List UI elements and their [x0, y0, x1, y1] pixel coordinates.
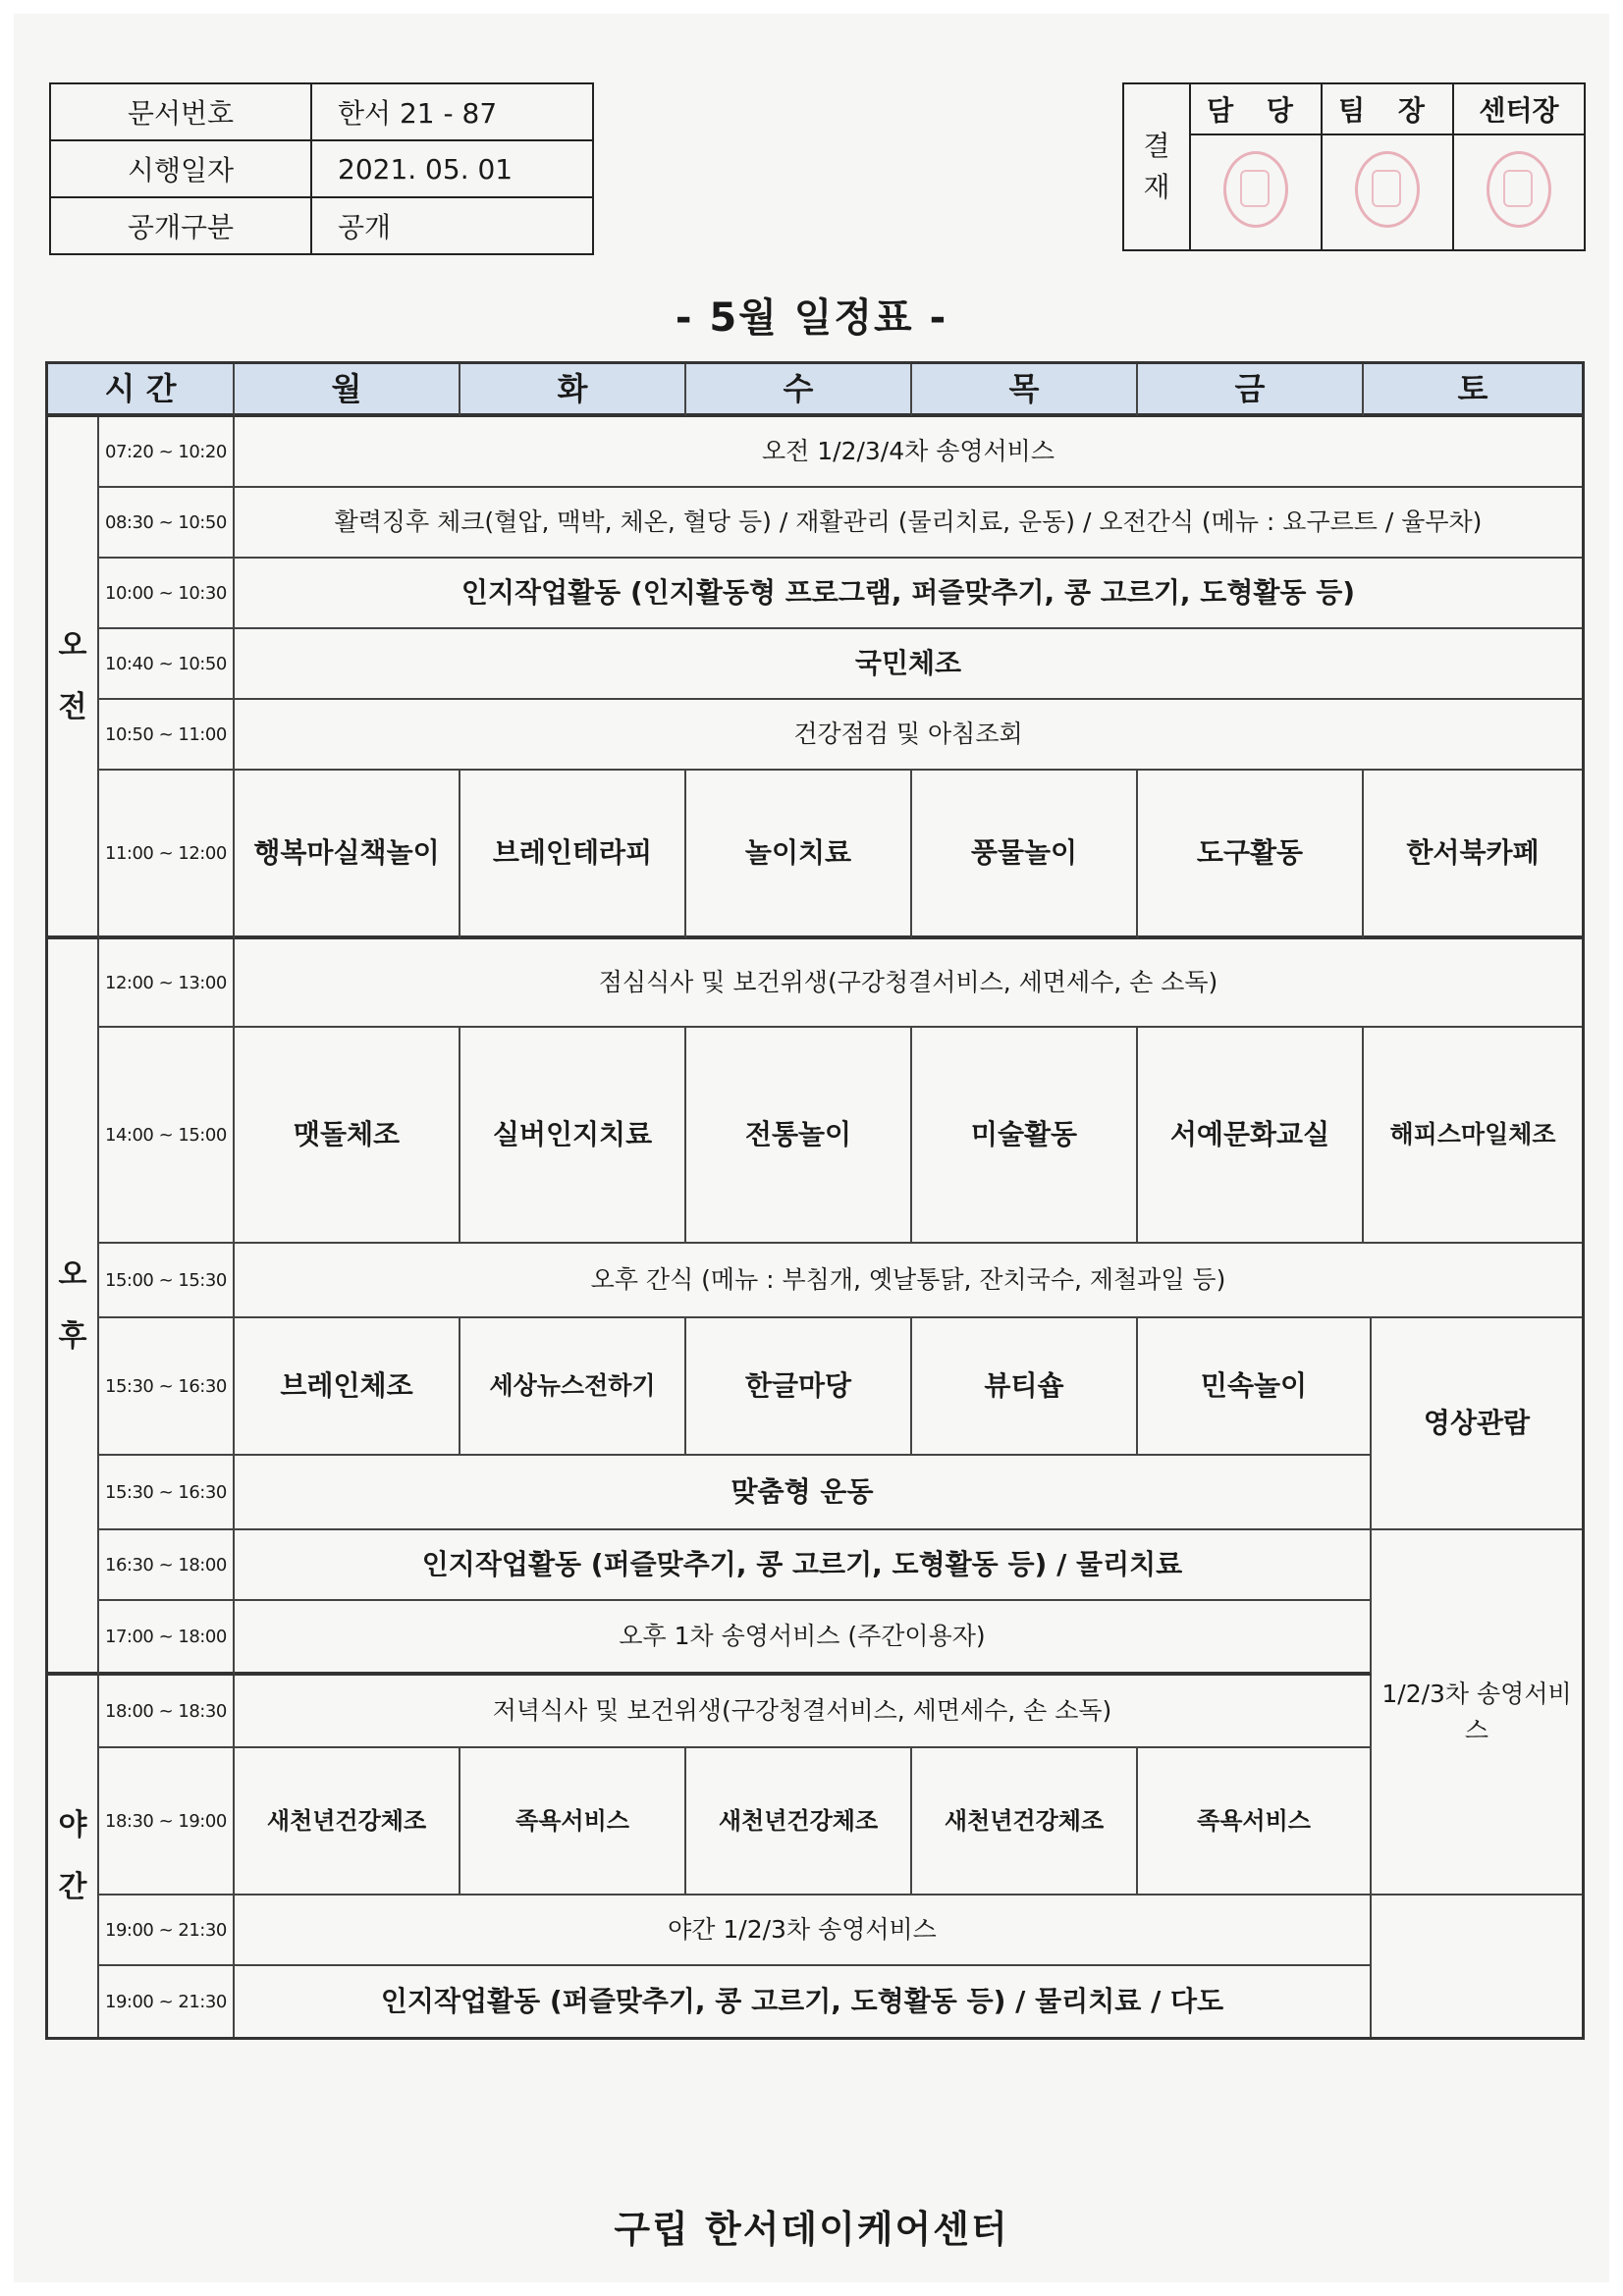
activity-row: 국민체조: [235, 629, 1582, 700]
activity-row: 인지작업활동 (퍼즐맞추기, 콩 고르기, 도형활동 등) / 물리치료: [235, 1530, 1372, 1601]
approval-role-team-leader: 팀 장: [1322, 83, 1453, 134]
time-slot: 18:00 ~ 18:30: [99, 1676, 235, 1748]
disclosure-label: 공개구분: [50, 197, 311, 254]
header-day-sat: 토: [1364, 364, 1582, 417]
activity-cell-thu: 뷰티숍: [912, 1318, 1138, 1456]
activity-row: 오후 간식 (메뉴 : 부침개, 옛날통닭, 잔치국수, 제철과일 등): [235, 1244, 1582, 1318]
document-info-table: [49, 82, 594, 255]
activity-row: 점심식사 및 보건위생(구강청결서비스, 세면세수, 손 소독): [235, 939, 1582, 1028]
issue-date-value: 2021. 05. 01: [311, 140, 593, 197]
saturday-empty-cell: [1372, 1896, 1582, 2037]
period-morning: 오 전: [48, 417, 99, 939]
header-day-tue: 화: [460, 364, 686, 417]
doc-number-label: 문서번호: [50, 83, 311, 140]
approval-label: 결 재: [1123, 83, 1190, 250]
time-slot: 07:20 ~ 10:20: [99, 417, 235, 488]
activity-cell-fri: 족욕서비스: [1138, 1748, 1372, 1896]
activity-cell-mon: 맷돌체조: [235, 1028, 460, 1244]
activity-row: 야간 1/2/3차 송영서비스: [235, 1896, 1372, 1966]
period-night: 야 간: [48, 1676, 99, 2037]
center-name-footer: 구립 한서데이케어센터: [614, 2208, 1009, 2251]
signature-stamp-team-leader: [1322, 134, 1453, 250]
header-day-fri: 금: [1138, 364, 1364, 417]
time-slot: 19:00 ~ 21:30: [99, 1966, 235, 2037]
approval-role-director: 센터장: [1453, 83, 1585, 134]
activity-cell-fri: 서예문화교실: [1138, 1028, 1364, 1244]
stamp-icon: [1355, 151, 1420, 228]
time-slot: 16:30 ~ 18:00: [99, 1530, 235, 1601]
activity-cell-thu: 미술활동: [912, 1028, 1138, 1244]
approval-box: [1122, 82, 1586, 251]
activity-row: 인지작업활동 (인지활동형 프로그램, 퍼즐맞추기, 콩 고르기, 도형활동 등): [235, 559, 1582, 629]
activity-cell-wed: 전통놀이: [686, 1028, 912, 1244]
activity-row: 맞춤형 운동: [235, 1456, 1372, 1530]
time-slot: 10:00 ~ 10:30: [99, 559, 235, 629]
activity-cell-wed: 놀이치료: [686, 771, 912, 939]
time-slot: 15:30 ~ 16:30: [99, 1318, 235, 1456]
period-afternoon: 오 후: [48, 939, 99, 1676]
time-slot: 15:00 ~ 15:30: [99, 1244, 235, 1318]
time-slot: 14:00 ~ 15:00: [99, 1028, 235, 1244]
disclosure-value: 공개: [311, 197, 593, 254]
header-day-thu: 목: [912, 364, 1138, 417]
activity-row: 건강점검 및 아침조회: [235, 700, 1582, 771]
activity-row: 인지작업활동 (퍼즐맞추기, 콩 고르기, 도형활동 등) / 물리치료 / 다도: [235, 1966, 1372, 2037]
activity-cell-sat: 한서북카페: [1364, 771, 1582, 939]
saturday-shuttle-service: 1/2/3차 송영서비스: [1372, 1530, 1582, 1896]
activity-cell-fri: 도구활동: [1138, 771, 1364, 939]
header-time: 시 간: [48, 364, 235, 417]
time-slot: 11:00 ~ 12:00: [99, 771, 235, 939]
activity-cell-fri: 민속놀이: [1138, 1318, 1372, 1456]
activity-cell-tue: 족욕서비스: [460, 1748, 686, 1896]
time-slot: 18:30 ~ 19:00: [99, 1748, 235, 1896]
activity-cell-thu: 풍물놀이: [912, 771, 1138, 939]
activity-row: 활력징후 체크(혈압, 맥박, 체온, 혈당 등) / 재활관리 (물리치료, 운동) / 오전간식 (메뉴 : 요구르트 / 율무차): [235, 488, 1582, 559]
activity-cell-mon: 행복마실책놀이: [235, 771, 460, 939]
activity-row: 저녁식사 및 보건위생(구강청결서비스, 세면세수, 손 소독): [235, 1676, 1372, 1748]
stamp-icon: [1223, 151, 1288, 228]
activity-cell-tue: 세상뉴스전하기: [460, 1318, 686, 1456]
time-slot: 10:40 ~ 10:50: [99, 629, 235, 700]
time-slot: 08:30 ~ 10:50: [99, 488, 235, 559]
schedule-grid: [45, 361, 1585, 2040]
activity-cell-wed: 새천년건강체조: [686, 1748, 912, 1896]
issue-date-label: 시행일자: [50, 140, 311, 197]
time-slot: 19:00 ~ 21:30: [99, 1896, 235, 1966]
page-title: - 5월 일정표 -: [675, 295, 948, 341]
time-slot: 12:00 ~ 13:00: [99, 939, 235, 1028]
stamp-icon: [1487, 151, 1551, 228]
time-slot: 15:30 ~ 16:30: [99, 1456, 235, 1530]
saturday-video-viewing: 영상관람: [1372, 1318, 1582, 1530]
activity-cell-mon: 새천년건강체조: [235, 1748, 460, 1896]
activity-row: 오후 1차 송영서비스 (주간이용자): [235, 1601, 1372, 1676]
header-day-wed: 수: [686, 364, 912, 417]
header-day-mon: 월: [235, 364, 460, 417]
activity-cell-tue: 브레인테라피: [460, 771, 686, 939]
doc-number-value: 한서 21 - 87: [311, 83, 593, 140]
signature-stamp-director: [1453, 134, 1585, 250]
activity-row: 오전 1/2/3/4차 송영서비스: [235, 417, 1582, 488]
time-slot: 10:50 ~ 11:00: [99, 700, 235, 771]
activity-cell-wed: 한글마당: [686, 1318, 912, 1456]
time-slot: 17:00 ~ 18:00: [99, 1601, 235, 1676]
activity-cell-tue: 실버인지치료: [460, 1028, 686, 1244]
approval-role-staff: 담 당: [1190, 83, 1322, 134]
activity-cell-thu: 새천년건강체조: [912, 1748, 1138, 1896]
activity-cell-sat: 해피스마일체조: [1364, 1028, 1582, 1244]
signature-stamp-staff: [1190, 134, 1322, 250]
activity-cell-mon: 브레인체조: [235, 1318, 460, 1456]
